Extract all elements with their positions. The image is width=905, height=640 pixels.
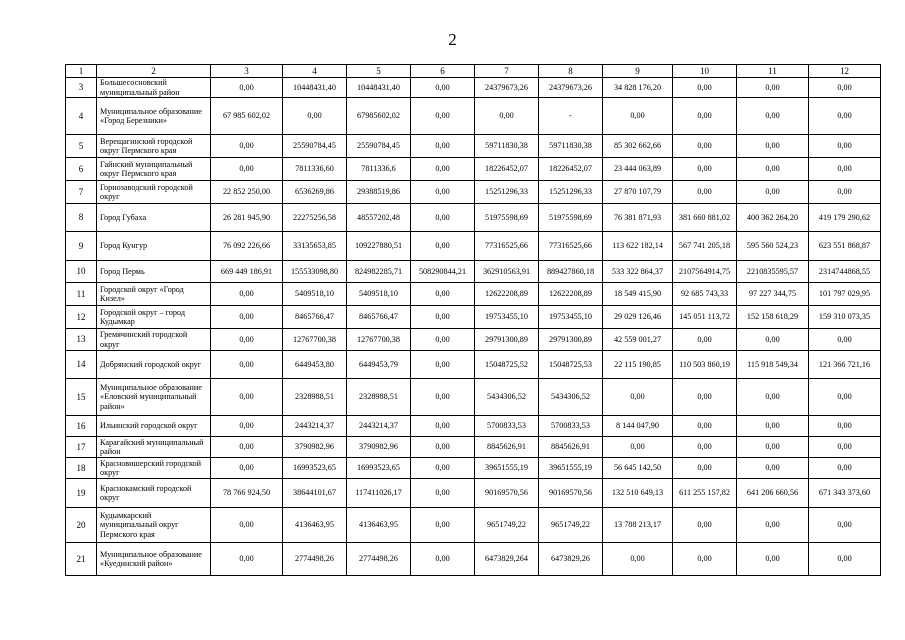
value-cell: 0,00	[211, 379, 283, 416]
municipality-name: Муниципальное образование «Еловский муниципальный район»	[97, 379, 211, 416]
value-cell: 12767700,38	[347, 329, 411, 351]
value-cell: 16993523,65	[347, 458, 411, 479]
value-cell: 2443214,37	[347, 416, 411, 437]
value-cell: 2328988,51	[347, 379, 411, 416]
value-cell: 6473829,26	[539, 543, 603, 576]
table-header-row	[66, 65, 881, 78]
value-cell: 109227880,51	[347, 232, 411, 261]
value-cell: 0,00	[211, 283, 283, 306]
value-cell: 110 503 860,19	[673, 351, 737, 379]
row-index: 17	[66, 437, 97, 458]
municipality-name: Красновишерский городской округ	[97, 458, 211, 479]
value-cell: 0,00	[475, 98, 539, 135]
value-cell: 0,00	[737, 508, 809, 543]
value-cell: 362910563,91	[475, 261, 539, 283]
value-cell: 2210835595,57	[737, 261, 809, 283]
value-cell: 6536269,86	[283, 181, 347, 204]
value-cell: 7811336,6	[347, 158, 411, 181]
value-cell: -	[539, 98, 603, 135]
value-cell: 0,00	[673, 458, 737, 479]
value-cell: 19753455,10	[475, 306, 539, 329]
value-cell: 12622208,89	[475, 283, 539, 306]
table-row	[66, 232, 881, 261]
value-cell: 113 622 182,14	[603, 232, 673, 261]
value-cell: 132 510 649,13	[603, 479, 673, 508]
value-cell: 0,00	[211, 351, 283, 379]
table-row	[66, 437, 881, 458]
value-cell: 0,00	[737, 135, 809, 158]
value-cell: 0,00	[809, 135, 881, 158]
value-cell: 23 444 063,89	[603, 158, 673, 181]
value-cell: 0,00	[809, 379, 881, 416]
value-cell: 0,00	[211, 78, 283, 98]
row-index: 5	[66, 135, 97, 158]
value-cell: 8845626,91	[475, 437, 539, 458]
value-cell: 85 302 662,66	[603, 135, 673, 158]
value-cell: 24379673,26	[539, 78, 603, 98]
value-cell: 6449453,79	[347, 351, 411, 379]
value-cell: 595 560 524,23	[737, 232, 809, 261]
value-cell: 9651749,22	[475, 508, 539, 543]
row-index: 9	[66, 232, 97, 261]
value-cell: 18226452,07	[475, 158, 539, 181]
value-cell: 0,00	[673, 508, 737, 543]
table-row	[66, 306, 881, 329]
column-header: 9	[603, 65, 673, 78]
value-cell: 381 660 881,02	[673, 204, 737, 232]
value-cell: 2328988,51	[283, 379, 347, 416]
value-cell: 0,00	[737, 458, 809, 479]
municipality-name: Ильинский городской округ	[97, 416, 211, 437]
row-index: 15	[66, 379, 97, 416]
value-cell: 12767700,38	[283, 329, 347, 351]
value-cell: 0,00	[809, 98, 881, 135]
budget-table	[65, 64, 881, 576]
value-cell: 669 449 186,91	[211, 261, 283, 283]
value-cell: 0,00	[673, 98, 737, 135]
value-cell: 0,00	[211, 437, 283, 458]
value-cell: 15251296,33	[539, 181, 603, 204]
value-cell: 22 115 190,85	[603, 351, 673, 379]
value-cell: 159 310 073,35	[809, 306, 881, 329]
value-cell: 27 870 107,79	[603, 181, 673, 204]
value-cell: 38644101,67	[283, 479, 347, 508]
column-header: 5	[347, 65, 411, 78]
value-cell: 0,00	[809, 329, 881, 351]
value-cell: 2774498,26	[347, 543, 411, 576]
row-index: 13	[66, 329, 97, 351]
value-cell: 15048725,52	[475, 351, 539, 379]
value-cell: 5700833,53	[539, 416, 603, 437]
value-cell: 13 788 213,17	[603, 508, 673, 543]
value-cell: 0,00	[809, 158, 881, 181]
value-cell: 7811336,60	[283, 158, 347, 181]
value-cell: 0,00	[411, 204, 475, 232]
row-index: 12	[66, 306, 97, 329]
value-cell: 0,00	[809, 508, 881, 543]
value-cell: 77316525,66	[475, 232, 539, 261]
value-cell: 6473829,264	[475, 543, 539, 576]
row-index: 19	[66, 479, 97, 508]
value-cell: 29791300,89	[539, 329, 603, 351]
value-cell: 0,00	[809, 458, 881, 479]
value-cell: 0,00	[411, 458, 475, 479]
value-cell: 25590784,45	[347, 135, 411, 158]
municipality-name: Муниципальное образование «Куединский район»	[97, 543, 211, 576]
value-cell: 0,00	[737, 181, 809, 204]
column-header: 6	[411, 65, 475, 78]
value-cell: 39651555,19	[539, 458, 603, 479]
municipality-name: Город Кунгур	[97, 232, 211, 261]
column-header: 10	[673, 65, 737, 78]
municipality-name: Верещагинский городской округ Пермского края	[97, 135, 211, 158]
municipality-name: Городской округ – город Кудымкар	[97, 306, 211, 329]
value-cell: 51975598,69	[539, 204, 603, 232]
value-cell: 0,00	[809, 437, 881, 458]
column-header: 11	[737, 65, 809, 78]
value-cell: 9651749,22	[539, 508, 603, 543]
value-cell: 0,00	[809, 543, 881, 576]
value-cell: 92 685 743,33	[673, 283, 737, 306]
value-cell: 0,00	[411, 351, 475, 379]
row-index: 14	[66, 351, 97, 379]
table-row	[66, 158, 881, 181]
value-cell: 623 551 868,87	[809, 232, 881, 261]
value-cell: 77316525,66	[539, 232, 603, 261]
value-cell: 78 766 924,50	[211, 479, 283, 508]
value-cell: 0,00	[211, 543, 283, 576]
value-cell: 19753455,10	[539, 306, 603, 329]
table-row	[66, 351, 881, 379]
value-cell: 0,00	[411, 98, 475, 135]
value-cell: 2774498,26	[283, 543, 347, 576]
value-cell: 6449453,80	[283, 351, 347, 379]
value-cell: 400 362 264,20	[737, 204, 809, 232]
value-cell: 10448431,40	[347, 78, 411, 98]
value-cell: 0,00	[411, 135, 475, 158]
value-cell: 0,00	[211, 306, 283, 329]
municipality-name: Большесосновский муниципальный район	[97, 78, 211, 98]
value-cell: 0,00	[737, 329, 809, 351]
value-cell: 0,00	[737, 78, 809, 98]
value-cell: 419 179 290,62	[809, 204, 881, 232]
value-cell: 67 985 602,02	[211, 98, 283, 135]
table-row	[66, 98, 881, 135]
value-cell: 0,00	[673, 78, 737, 98]
value-cell: 22 852 250,00	[211, 181, 283, 204]
value-cell: 15251296,33	[475, 181, 539, 204]
value-cell: 0,00	[673, 416, 737, 437]
value-cell: 5409518,10	[283, 283, 347, 306]
value-cell: 2107564914,75	[673, 261, 737, 283]
table-row	[66, 379, 881, 416]
value-cell: 0,00	[737, 437, 809, 458]
value-cell: 59711830,38	[539, 135, 603, 158]
table-row	[66, 479, 881, 508]
value-cell: 16993523,65	[283, 458, 347, 479]
value-cell: 24379673,26	[475, 78, 539, 98]
value-cell: 22275256,58	[283, 204, 347, 232]
value-cell: 115 918 549,34	[737, 351, 809, 379]
value-cell: 611 255 157,82	[673, 479, 737, 508]
value-cell: 117411026,17	[347, 479, 411, 508]
municipality-name: Гремячинский городской округ	[97, 329, 211, 351]
value-cell: 0,00	[411, 306, 475, 329]
value-cell: 33135653,85	[283, 232, 347, 261]
value-cell: 0,00	[673, 158, 737, 181]
value-cell: 0,00	[603, 98, 673, 135]
value-cell: 0,00	[673, 135, 737, 158]
value-cell: 0,00	[411, 283, 475, 306]
value-cell: 152 158 618,29	[737, 306, 809, 329]
value-cell: 90169570,56	[475, 479, 539, 508]
value-cell: 0,00	[411, 329, 475, 351]
value-cell: 0,00	[211, 158, 283, 181]
table-row	[66, 135, 881, 158]
table-row	[66, 78, 881, 98]
value-cell: 67985602,02	[347, 98, 411, 135]
value-cell: 508290844,21	[411, 261, 475, 283]
column-header: 7	[475, 65, 539, 78]
value-cell: 0,00	[673, 181, 737, 204]
value-cell: 42 559 001,27	[603, 329, 673, 351]
value-cell: 0,00	[211, 135, 283, 158]
table-row	[66, 181, 881, 204]
row-index: 10	[66, 261, 97, 283]
value-cell: 533 322 864,37	[603, 261, 673, 283]
page-number: 2	[448, 30, 457, 49]
column-header: 12	[809, 65, 881, 78]
value-cell: 0,00	[411, 379, 475, 416]
value-cell: 5409518,10	[347, 283, 411, 306]
value-cell: 567 741 205,18	[673, 232, 737, 261]
value-cell: 2314744868,55	[809, 261, 881, 283]
value-cell: 34 828 176,20	[603, 78, 673, 98]
row-index: 7	[66, 181, 97, 204]
value-cell: 0,00	[603, 437, 673, 458]
municipality-name: Кудымкарский муниципальный округ Пермского края	[97, 508, 211, 543]
value-cell: 824982285,71	[347, 261, 411, 283]
value-cell: 8465766,47	[347, 306, 411, 329]
row-index: 11	[66, 283, 97, 306]
value-cell: 101 797 029,95	[809, 283, 881, 306]
value-cell: 56 645 142,50	[603, 458, 673, 479]
value-cell: 0,00	[283, 98, 347, 135]
value-cell: 15048725,53	[539, 351, 603, 379]
value-cell: 671 343 373,60	[809, 479, 881, 508]
value-cell: 0,00	[411, 479, 475, 508]
value-cell: 18226452,07	[539, 158, 603, 181]
value-cell: 0,00	[673, 543, 737, 576]
value-cell: 0,00	[411, 416, 475, 437]
value-cell: 39651555,19	[475, 458, 539, 479]
value-cell: 0,00	[603, 379, 673, 416]
value-cell: 76 381 871,93	[603, 204, 673, 232]
value-cell: 0,00	[411, 437, 475, 458]
value-cell: 0,00	[809, 416, 881, 437]
value-cell: 0,00	[211, 458, 283, 479]
row-index: 21	[66, 543, 97, 576]
value-cell: 0,00	[211, 329, 283, 351]
row-index: 8	[66, 204, 97, 232]
value-cell: 10448431,40	[283, 78, 347, 98]
value-cell: 5434306,52	[539, 379, 603, 416]
value-cell: 29791300,89	[475, 329, 539, 351]
value-cell: 0,00	[737, 543, 809, 576]
value-cell: 29 029 126,46	[603, 306, 673, 329]
value-cell: 0,00	[673, 379, 737, 416]
value-cell: 0,00	[211, 508, 283, 543]
column-header: 3	[211, 65, 283, 78]
value-cell: 0,00	[673, 437, 737, 458]
value-cell: 59711830,38	[475, 135, 539, 158]
value-cell: 5700833,53	[475, 416, 539, 437]
value-cell: 3790982,96	[347, 437, 411, 458]
value-cell: 4136463,95	[283, 508, 347, 543]
column-header: 2	[97, 65, 211, 78]
value-cell: 0,00	[411, 232, 475, 261]
value-cell: 0,00	[737, 379, 809, 416]
municipality-name: Добрянский городской округ	[97, 351, 211, 379]
value-cell: 0,00	[211, 416, 283, 437]
value-cell: 4136463,95	[347, 508, 411, 543]
municipality-name: Город Пермь	[97, 261, 211, 283]
value-cell: 0,00	[809, 78, 881, 98]
column-header: 4	[283, 65, 347, 78]
value-cell: 2443214,37	[283, 416, 347, 437]
value-cell: 8465766,47	[283, 306, 347, 329]
value-cell: 0,00	[411, 78, 475, 98]
row-index: 18	[66, 458, 97, 479]
table-row	[66, 329, 881, 351]
value-cell: 0,00	[737, 158, 809, 181]
table-row	[66, 543, 881, 576]
column-header: 1	[66, 65, 97, 78]
value-cell: 5434306,52	[475, 379, 539, 416]
table-row	[66, 204, 881, 232]
value-cell: 26 281 945,90	[211, 204, 283, 232]
value-cell: 3790982,96	[283, 437, 347, 458]
value-cell: 25590784,45	[283, 135, 347, 158]
value-cell: 641 206 660,56	[737, 479, 809, 508]
value-cell: 121 366 721,16	[809, 351, 881, 379]
value-cell: 0,00	[603, 543, 673, 576]
value-cell: 0,00	[411, 181, 475, 204]
value-cell: 155533098,80	[283, 261, 347, 283]
table-row	[66, 508, 881, 543]
value-cell: 0,00	[411, 508, 475, 543]
value-cell: 0,00	[737, 98, 809, 135]
row-index: 16	[66, 416, 97, 437]
row-index: 3	[66, 78, 97, 98]
table-row	[66, 416, 881, 437]
value-cell: 76 092 226,66	[211, 232, 283, 261]
value-cell: 8 144 047,90	[603, 416, 673, 437]
table-row	[66, 261, 881, 283]
value-cell: 145 051 113,72	[673, 306, 737, 329]
value-cell: 29388519,86	[347, 181, 411, 204]
row-index: 4	[66, 98, 97, 135]
value-cell: 0,00	[411, 158, 475, 181]
value-cell: 97 227 344,75	[737, 283, 809, 306]
municipality-name: Гайнский муниципальный округ Пермского края	[97, 158, 211, 181]
municipality-name: Краснокамский городской округ	[97, 479, 211, 508]
table-row	[66, 458, 881, 479]
value-cell: 889427860,18	[539, 261, 603, 283]
municipality-name: Карагайский муниципальный район	[97, 437, 211, 458]
value-cell: 0,00	[673, 329, 737, 351]
table-row	[66, 283, 881, 306]
value-cell: 51975598,69	[475, 204, 539, 232]
column-header: 8	[539, 65, 603, 78]
value-cell: 0,00	[411, 543, 475, 576]
municipality-name: Горнозаводский городской округ	[97, 181, 211, 204]
row-index: 20	[66, 508, 97, 543]
municipality-name: Город Губаха	[97, 204, 211, 232]
municipality-name: Муниципальное образование «Город Березники»	[97, 98, 211, 135]
municipality-name: Городской округ «Город Кизел»	[97, 283, 211, 306]
value-cell: 12622208,89	[539, 283, 603, 306]
value-cell: 0,00	[737, 416, 809, 437]
row-index: 6	[66, 158, 97, 181]
value-cell: 0,00	[809, 181, 881, 204]
value-cell: 8845626,91	[539, 437, 603, 458]
value-cell: 90169570,56	[539, 479, 603, 508]
value-cell: 48557202,48	[347, 204, 411, 232]
value-cell: 18 549 415,90	[603, 283, 673, 306]
